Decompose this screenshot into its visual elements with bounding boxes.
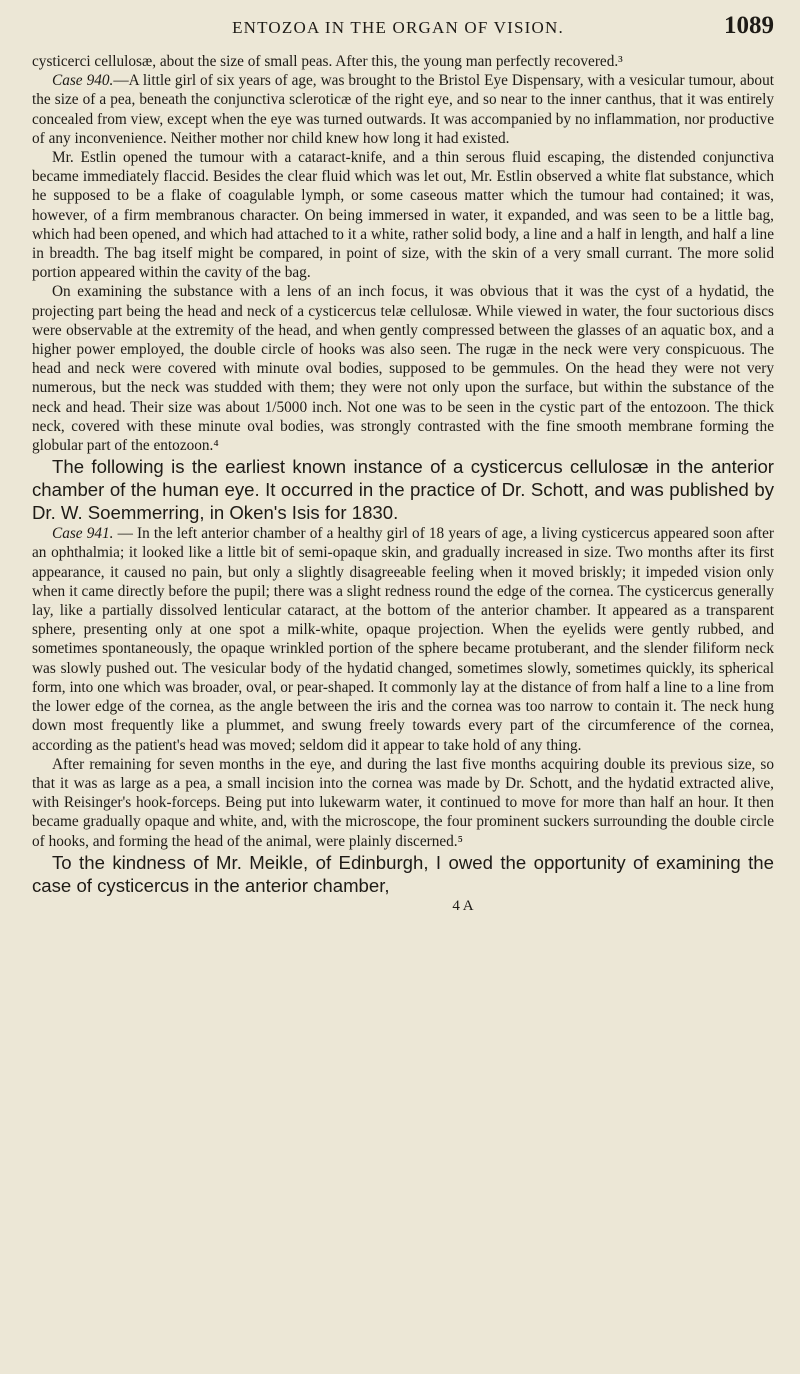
signature-mark: 4 A xyxy=(452,897,474,914)
case-label: Case 940. xyxy=(52,72,114,90)
paragraph-text: —A little girl of six years of age, was brought to the Bristol Eye Dispensary, with a vesicular tumour, about the size of a pea, beneath the conjunctiva scleroticæ of the right eye, and so near to the inner canthus, that it was entirely concealed from view, except when the eye was turned outwards. It was accompanied by no inflammation, nor productive of any inconvenience. Neither mother nor child knew how long it had existed. xyxy=(32,72,774,147)
paragraph-large-2 xyxy=(32,851,774,897)
paragraph-text: To the kindness of Mr. Meikle, of Edinburgh, I owed the opportunity of examining the case of cysticercus in the anterior chamber, xyxy=(32,851,774,896)
body-text xyxy=(32,52,774,897)
paragraph-case-940 xyxy=(32,71,774,148)
paragraph-3 xyxy=(32,148,774,282)
paragraph-7 xyxy=(32,755,774,851)
paragraph-text: — In the left anterior chamber of a healthy girl of 18 years of age, a living cysticercus appeared soon after an ophthalmia; it looked like a little bit of semi-opaque skin, and gradually increased in size. Two months after its first appearance, it caused no pain, but only a slightly disagreeable feeling when it moved briskly; it impeded vision only when it came directly before the pupil; there was a slight redness round the edge of the cornea. The cysticercus generally lay, like a partially dissolved lenticular cataract, at the bottom of the anterior chamber. It appeared as a transparent sphere, presenting only at one spot a milk-white, opaque projection. When the eyelids were gently rubbed, and sometimes spontaneously, the opaque wrinkled portion of the sphere became protuberant, and the slender filiform neck was slowly pushed out. The vesicular body of the hydatid changed, sometimes slowly, sometimes quickly, its spherical form, into one which was broader, oval, or pear-shaped. It commonly lay at the distance of from half a line to a line from the lower edge of the cornea, as the angle between the iris and the cornea was too narrow to contain it. The neck hung down most frequently like a plummet, and swung freely towards every part of the circumference of the cornea, according as the patient's head was moved; seldom did it appear to take hold of any thing. xyxy=(32,525,774,754)
paragraph-text: On examining the substance with a lens of an inch focus, it was obvious that it was the cyst of a hydatid, the projecting part being the head and neck of a cysticercus telæ cellulosæ. While viewed in water, the four suctorious discs were observable at the extremity of the head, and when gently compressed between the glasses of an aquatic box, and a higher power employed, the double circle of hooks was also seen. The rugæ in the neck were very conspicuous. The head and neck were covered with minute oval bodies, supposed to be gemmules. On the head they were not very numerous, but the neck was studded with them; they were not only upon the surface, but within the substance of the neck and head. Their size was about 1/5000 inch. Not one was to be seen in the cystic part of the entozoon. The thick neck, covered with these minute oval bodies, was strongly contrasted with the fine smooth membrane forming the globular part of the entozoon.⁴ xyxy=(32,283,774,455)
paragraph-text: The following is the earliest known instance of a cysticercus cellulosæ in the anterior chamber of the human eye. It occurred in the practice of Dr. Schott, and was published by Dr. W. Soemmerring, in Oken's Isis for 1830. xyxy=(32,456,774,524)
paragraph-1 xyxy=(32,52,774,71)
page-number: 1089 xyxy=(724,12,774,39)
paragraph-text: cysticerci cellulosæ, about the size of small peas. After this, the young man perfectly recovered.³ xyxy=(32,53,623,70)
running-head: ENTOZOA IN THE ORGAN OF VISION. xyxy=(232,18,564,37)
paragraph-4 xyxy=(32,282,774,455)
paragraph-large-1 xyxy=(32,455,774,524)
paragraph-text: After remaining for seven months in the eye, and during the last five months acquiring double its previous size, so that it was as large as a pea, a small incision into the cornea was made by Dr. Schott, and the hydatid extracted alive, with Reisinger's hook-forceps. Being put into lukewarm water, it continued to move for more than half an hour. It then became gradually opaque and white, and, with the microscope, the four prominent suckers surrounding the double circle of hooks, and forming the head of the animal, were plainly discerned.⁵ xyxy=(32,755,774,850)
paragraph-text: Mr. Estlin opened the tumour with a cataract-knife, and a thin serous fluid escaping, the distended conjunctiva became immediately flaccid. Besides the clear fluid which was let out, Mr. Estlin observed a white flat substance, which he supposed to be a flake of coagulable lymph, or some caseous matter which the tumour had contained; it was, however, of a firm membranous character. On being immersed in water, it expanded, and was seen to be a little bag, which had been opened, and which had attached to it a white, rather solid body, a line and a half in length, and half a line in breadth. The bag itself might be compared, in point of size, with the skin of a very small currant. The more solid portion appeared within the cavity of the bag. xyxy=(32,149,774,282)
page-header xyxy=(32,12,774,42)
paragraph-case-941 xyxy=(32,524,774,754)
case-label: Case 941. xyxy=(52,525,114,543)
